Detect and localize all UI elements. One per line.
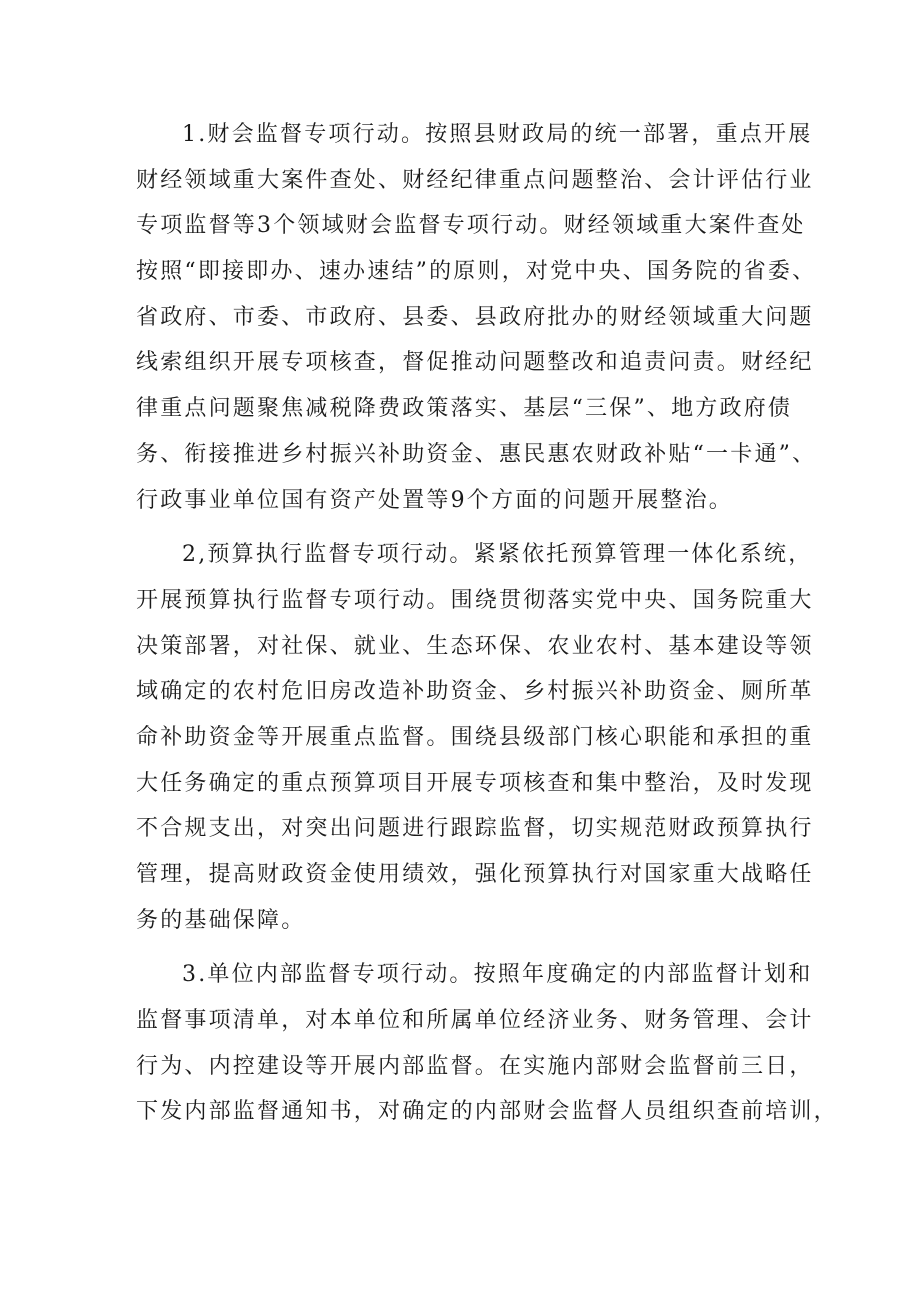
paragraph-2-line-7: 不合规支出，对突出问题进行跟踪监督，切实规范财政预算执行	[136, 816, 814, 842]
paragraph-3-line-3: 行为、内控建设等开展内部监督。在实施内部财会监督前三日，	[136, 1053, 814, 1079]
paragraph-3-line-1: 3.单位内部监督专项行动。按照年度确定的内部监督计划和	[182, 962, 813, 988]
paragraph-1-line-5: 省政府、市委、市政府、县委、县政府批办的财经领域重大问题	[136, 304, 814, 330]
paragraph-1-line-3: 专项监督等3个领域财会监督专项行动。财经领域重大案件查处	[136, 213, 806, 239]
paragraph-1-line-9: 行政事业单位国有资产处置等9个方面的问题开展整治。	[136, 487, 733, 513]
paragraph-2-line-2: 开展预算执行监督专项行动。围绕贯彻落实党中央、国务院重大	[136, 587, 814, 613]
paragraph-1-line-1: 1.财会监督专项行动。按照县财政局的统一部署，重点开展	[182, 122, 813, 147]
paragraph-1-line-6: 线索组织开展专项核查，督促推动问题整改和追责问责。财经纪	[136, 350, 814, 376]
paragraph-1-line-4: 按照“即接即办、速办速结”的原则，对党中央、国务院的省委、	[136, 259, 817, 285]
paragraph-2-line-9: 务的基础保障。	[136, 907, 306, 933]
body-text	[136, 112, 838, 1135]
paragraph-1-line-8: 务、衔接推进乡村振兴补助资金、惠民惠农财政补贴“一卡通”、	[136, 441, 817, 467]
paragraph-2-line-4: 域确定的农村危旧房改造补助资金、乡村振兴补助资金、厕所革	[136, 679, 814, 705]
paragraph-2-line-6: 大任务确定的重点预算项目开展专项核查和集中整治，及时发现	[136, 770, 814, 796]
paragraph-3-line-4: 下发内部监督通知书，对确定的内部财会监督人员组织查前培训，	[136, 1099, 838, 1125]
paragraph-2-line-3: 决策部署，对社保、就业、生态环保、农业农村、基本建设等领	[136, 633, 814, 659]
paragraph-3-line-2: 监督事项清单，对本单位和所属单位经济业务、财务管理、会计	[136, 1008, 814, 1034]
paragraph-2-line-8: 管理，提高财政资金使用绩效，强化预算执行对国家重大战略任	[136, 862, 814, 887]
paragraph-2-line-1: 2,预算执行监督专项行动。紧紧依托预算管理一体化系统，	[182, 542, 813, 568]
paragraph-1-line-7: 律重点问题聚焦减税降费政策落实、基层“三保”、地方政府债	[136, 396, 793, 422]
paragraph-1-line-2: 财经领域重大案件查处、财经纪律重点问题整治、会计评估行业	[136, 167, 814, 193]
paragraph-2-line-5: 命补助资金等开展重点监督。围绕县级部门核心职能和承担的重	[136, 724, 814, 750]
